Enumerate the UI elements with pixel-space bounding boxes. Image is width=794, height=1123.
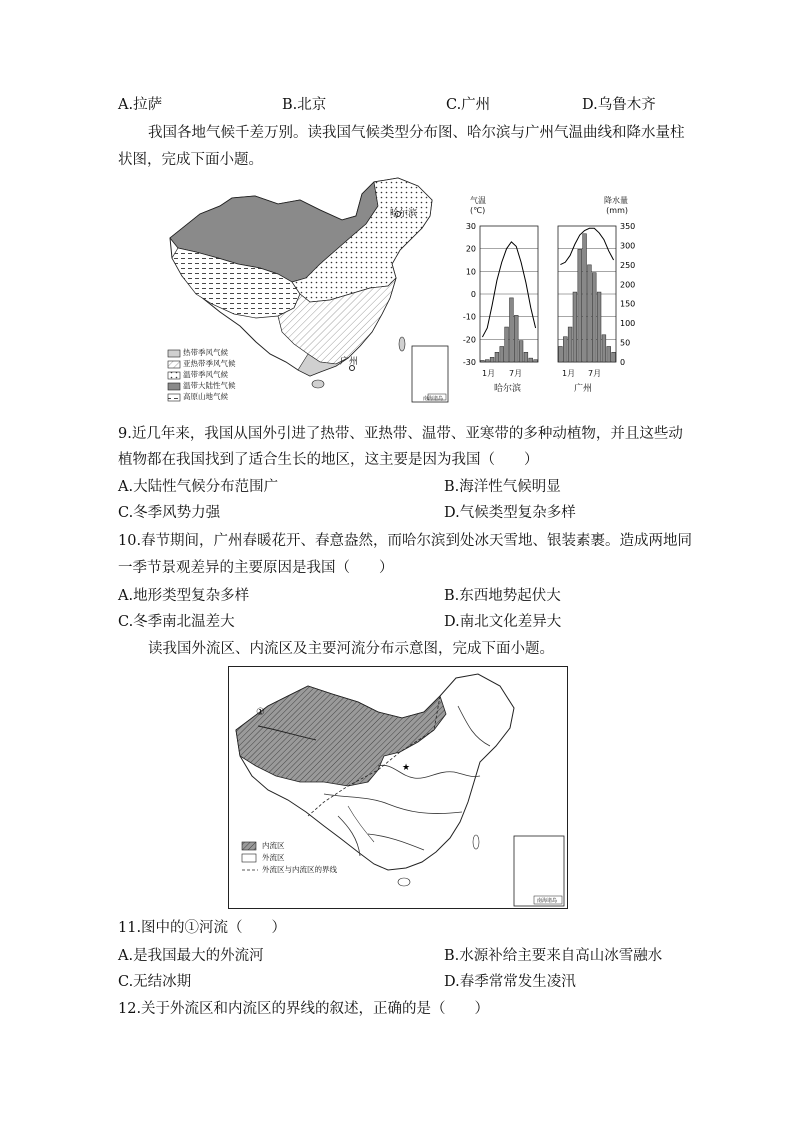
legend-plateau: 高原山地气候 (183, 392, 228, 401)
temp-unit: (℃) (470, 206, 486, 215)
temp-tick-label: 20 (465, 244, 476, 254)
harbin-month-7: 7月 (509, 369, 523, 378)
q11-stem: 11.图中的①河流（ ） (118, 920, 287, 936)
q11-option-d: D.春季常常发生凌汛 (444, 974, 576, 990)
temp-tick-label: -20 (462, 335, 476, 345)
q9-option-c: C.冬季风势力强 (118, 505, 221, 521)
precip-tick-label: 150 (620, 299, 636, 309)
precip-axis-title (604, 196, 628, 216)
legend-tropical: 热带季风气候 (183, 348, 228, 357)
inset-label: 南海诸岛 (423, 396, 444, 402)
temp-axis-title (470, 196, 486, 216)
precip-tick-label: 250 (620, 260, 636, 270)
legend-inland: 内流区 (262, 841, 285, 850)
river-marker-1: ① (256, 707, 265, 718)
chart-city-guangzhou: 广州 (574, 384, 593, 394)
precip-title: 降水量 (604, 196, 628, 205)
precip-bar (568, 327, 572, 362)
legend-temperate-continental: 温带大陆性气候 (183, 381, 236, 390)
precip-bar (481, 360, 485, 362)
legend-outflow: 外流区 (262, 853, 285, 862)
precip-bar (597, 292, 601, 362)
q11-option-c: C.无结冰期 (118, 974, 192, 990)
legend-subtropical: 亚热带季风气候 (183, 359, 236, 368)
precip-tick-label: 300 (620, 241, 636, 251)
intro-paragraph-2: 读我国外流区、内流区及主要河流分布示意图，完成下面小题。 (148, 641, 554, 657)
q10-option-c: C.冬季南北温差大 (118, 614, 235, 630)
precip-bar (607, 346, 611, 362)
q11-option-b: B.水源补给主要来自高山冰雪融水 (444, 948, 663, 964)
legend-temperate-monsoon: 温带季风气候 (183, 370, 228, 379)
q9-option-a: A.大陆性气候分布范围广 (118, 479, 279, 495)
guangzhou-month-7: 7月 (588, 369, 602, 378)
q9-stem: 9.近几年来，我国从国外引进了热带、亚热带、温带、亚寒带的多种动植物，并且这些动 (118, 426, 683, 442)
q8-option-b: B.北京 (282, 97, 327, 113)
q11-option-a: A.是我国最大的外流河 (118, 948, 264, 964)
precip-bar (578, 249, 582, 362)
precip-bar (490, 357, 494, 362)
precip-bar (573, 292, 577, 362)
q8-option-d: D.乌鲁木齐 (582, 97, 656, 113)
south-china-sea-inset (412, 346, 448, 402)
intro-paragraph-1-cont: 状图，完成下面小题。 (118, 152, 263, 168)
precip-bar (534, 360, 538, 362)
precip-bar (514, 315, 518, 362)
river-inset (514, 836, 564, 906)
precip-bar (602, 335, 606, 362)
temp-tick-label: -30 (462, 358, 476, 367)
harbin-month-1: 1月 (482, 369, 496, 378)
q8-option-c: C.广州 (446, 97, 491, 113)
precip-tick-label: 50 (620, 338, 631, 348)
q9-option-d: D.气候类型复杂多样 (444, 505, 576, 521)
temp-tick-label: 10 (465, 267, 476, 277)
temp-tick-label: -10 (462, 312, 476, 322)
legend-boundary: 外流区与内流区的界线 (262, 865, 337, 874)
q9-stem-cont: 植物都在我国找到了适合生长的地区，这主要是因为我国（ ） (118, 452, 539, 468)
q10-stem: 10.春节期间，广州春暖花开、春意盎然，而哈尔滨到处冰天雪地、银装素裹。造成两地同 (118, 533, 693, 549)
q9-option-b: B.海洋性气候明显 (444, 479, 561, 495)
precip-bar (510, 298, 514, 362)
q10-option-a: A.地形类型复杂多样 (118, 588, 250, 604)
precip-bar (529, 358, 533, 362)
q10-option-b: B.东西地势起伏大 (444, 588, 561, 604)
harbin-label: 哈尔滨 (390, 209, 418, 219)
svg-text:★: ★ (402, 763, 411, 773)
precip-tick-label: 350 (620, 222, 636, 231)
precip-bar (583, 234, 587, 362)
guangzhou-label: 广州 (340, 357, 359, 367)
climate-charts (460, 222, 640, 370)
chart-city-harbin: 哈尔滨 (494, 384, 522, 394)
precip-bar (505, 327, 509, 362)
precip-tick-label: 200 (620, 280, 636, 290)
climate-legend (183, 347, 236, 402)
river-legend (262, 840, 337, 876)
precip-bar (485, 360, 489, 362)
q10-option-d: D.南北文化差异大 (444, 614, 562, 630)
guangzhou-month-1: 1月 (562, 369, 576, 378)
precip-bar (592, 273, 596, 362)
river-inset-label: 南海诸岛 (537, 898, 558, 904)
precip-bar (524, 352, 528, 362)
precip-tick-label: 0 (620, 358, 626, 367)
temp-tick-label: 30 (465, 222, 476, 231)
precip-bar (495, 352, 499, 362)
precip-tick-label: 100 (620, 319, 636, 329)
intro-paragraph-1: 我国各地气候千差万别。读我国气候类型分布图、哈尔滨与广州气温曲线和降水量柱 (148, 125, 685, 141)
precip-bar (500, 346, 504, 362)
q12-stem: 12.关于外流区和内流区的界线的叙述，正确的是（ ） (118, 1001, 490, 1017)
precip-unit: (mm) (606, 206, 628, 215)
temp-title: 气温 (470, 196, 486, 205)
precip-bar (519, 341, 523, 362)
q10-stem-cont: 一季节景观差异的主要原因是我国（ ） (118, 560, 394, 576)
precip-bar (563, 337, 567, 362)
temp-tick-label: 0 (470, 290, 476, 299)
precip-bar (559, 346, 563, 362)
q8-option-a: A.拉萨 (118, 97, 163, 113)
precip-bar (588, 265, 592, 362)
precip-bar (612, 352, 616, 362)
